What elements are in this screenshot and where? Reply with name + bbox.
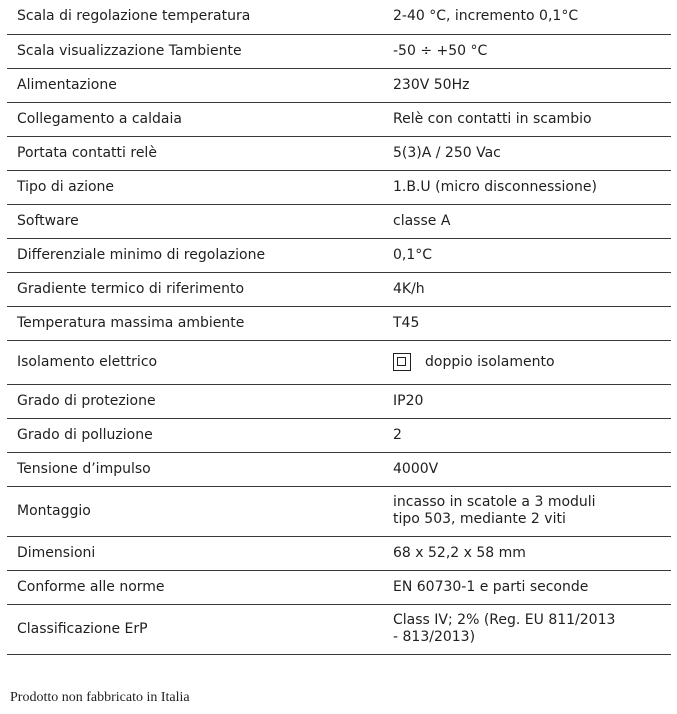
spec-label: Portata contatti relè xyxy=(7,136,381,170)
spec-value: 2 xyxy=(381,418,671,452)
spec-value-multiline xyxy=(381,604,671,654)
spec-value: 68 x 52,2 x 58 mm xyxy=(381,536,671,570)
spec-label: Dimensioni xyxy=(7,536,381,570)
spec-value: classe A xyxy=(381,204,671,238)
double-insulation-icon xyxy=(393,353,411,371)
table-row xyxy=(7,102,671,136)
table-row xyxy=(7,536,671,570)
spec-value-with-icon xyxy=(381,340,671,384)
table-row xyxy=(7,306,671,340)
table-row xyxy=(7,238,671,272)
spec-label: Software xyxy=(7,204,381,238)
spec-value: 4K/h xyxy=(381,272,671,306)
spec-label: Classificazione ErP xyxy=(7,604,381,654)
table-row xyxy=(7,570,671,604)
table-row xyxy=(7,340,671,384)
spec-value: 5(3)A / 250 Vac xyxy=(381,136,671,170)
table-row xyxy=(7,604,671,654)
spec-value: -50 ÷ +50 °C xyxy=(381,34,671,68)
spec-value: T45 xyxy=(381,306,671,340)
spec-label: Grado di protezione xyxy=(7,384,381,418)
spec-label: Collegamento a caldaia xyxy=(7,102,381,136)
spec-label: Montaggio xyxy=(7,486,381,536)
table-row xyxy=(7,452,671,486)
table-row xyxy=(7,136,671,170)
spec-value: 4000V xyxy=(381,452,671,486)
table-row xyxy=(7,170,671,204)
spec-value-line: Class IV; 2% (Reg. EU 811/2013 xyxy=(393,612,616,628)
spec-value-multiline xyxy=(381,486,671,536)
spec-label: Scala di regolazione temperatura xyxy=(7,0,381,34)
spec-label: Grado di polluzione xyxy=(7,418,381,452)
table-row xyxy=(7,204,671,238)
table-row xyxy=(7,68,671,102)
table-row xyxy=(7,0,671,34)
spec-value-line: tipo 503, mediante 2 viti xyxy=(393,511,566,527)
spec-value: 230V 50Hz xyxy=(381,68,671,102)
spec-label: Gradiente termico di riferimento xyxy=(7,272,381,306)
spec-label: Temperatura massima ambiente xyxy=(7,306,381,340)
spec-value-line: incasso in scatole a 3 moduli xyxy=(393,494,596,510)
spec-label: Alimentazione xyxy=(7,68,381,102)
spec-value: 0,1°C xyxy=(381,238,671,272)
spec-value: doppio isolamento xyxy=(425,354,555,370)
spec-label: Conforme alle norme xyxy=(7,570,381,604)
spec-value: IP20 xyxy=(381,384,671,418)
spec-label: Tensione d’impulso xyxy=(7,452,381,486)
spec-label: Scala visualizzazione Tambiente xyxy=(7,34,381,68)
table-row xyxy=(7,418,671,452)
table-row xyxy=(7,486,671,536)
footer-note: Prodotto non fabbricato in Italia xyxy=(10,690,190,705)
spec-value: 1.B.U (micro disconnessione) xyxy=(381,170,671,204)
specifications-table xyxy=(7,0,671,655)
table-row xyxy=(7,272,671,306)
spec-value-line: - 813/2013) xyxy=(393,629,476,645)
spec-label: Isolamento elettrico xyxy=(7,340,381,384)
spec-label: Tipo di azione xyxy=(7,170,381,204)
table-row xyxy=(7,34,671,68)
spec-value: 2-40 °C, incremento 0,1°C xyxy=(381,0,671,34)
table-row xyxy=(7,384,671,418)
spec-sheet xyxy=(7,0,671,655)
spec-label: Differenziale minimo di regolazione xyxy=(7,238,381,272)
spec-value: Relè con contatti in scambio xyxy=(381,102,671,136)
spec-value: EN 60730-1 e parti seconde xyxy=(381,570,671,604)
